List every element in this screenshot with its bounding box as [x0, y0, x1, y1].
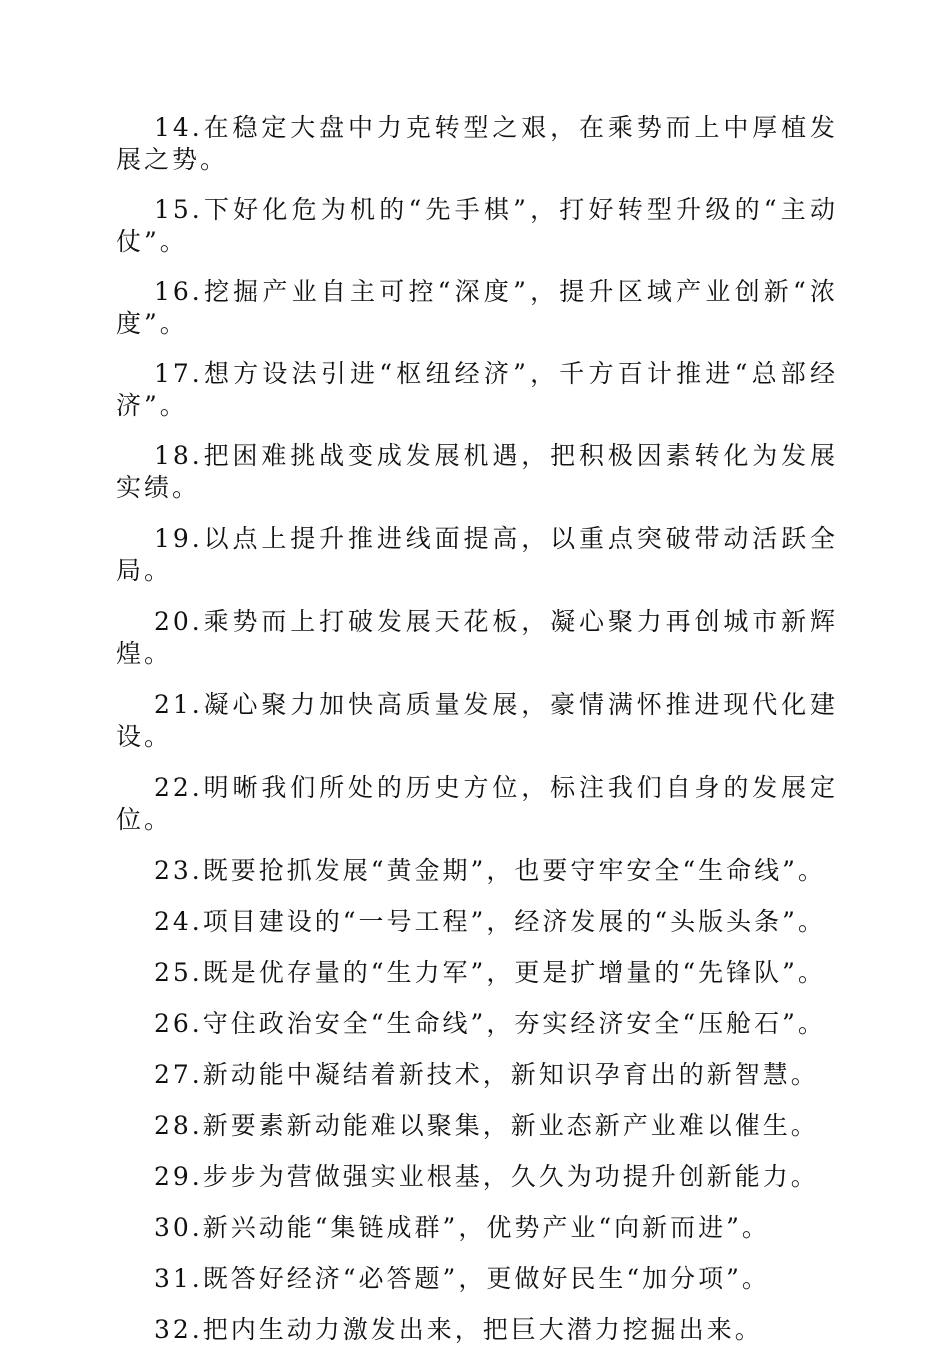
list-item: 15.下好化危为机的“先手棋”，打好转型升级的“主动仗”。	[116, 195, 838, 256]
list-item: 31.既答好经济“必答题”，更做好民生“加分项”。	[154, 1264, 770, 1293]
list-item: 18.把困难挑战变成发展机遇，把积极因素转化为发展实绩。	[116, 441, 838, 502]
document-body	[116, 112, 838, 1365]
list-item: 16.挖掘产业自主可控“深度”，提升区域产业创新“浓度”。	[116, 277, 838, 338]
list-item: 23.既要抢抓发展“黄金期”，也要守牢安全“生命线”。	[154, 856, 826, 885]
list-item: 26.守住政治安全“生命线”，夯实经济安全“压舱石”。	[154, 1009, 826, 1038]
list-item: 17.想方设法引进“枢纽经济”，千方百计推进“总部经济”。	[116, 359, 838, 420]
list-item: 14.在稳定大盘中力克转型之艰，在乘势而上中厚植发展之势。	[116, 113, 838, 174]
list-item: 21.凝心聚力加快高质量发展，豪情满怀推进现代化建设。	[116, 690, 838, 751]
list-item: 22.明晰我们所处的历史方位，标注我们自身的发展定位。	[116, 773, 838, 834]
list-item: 30.新兴动能“集链成群”，优势产业“向新而进”。	[154, 1213, 770, 1242]
list-item: 24.项目建设的“一号工程”，经济发展的“头版头条”。	[154, 907, 826, 936]
list-item: 29.步步为营做强实业根基，久久为功提升创新能力。	[154, 1162, 819, 1191]
list-item: 32.把内生动力激发出来，把巨大潜力挖掘出来。	[154, 1315, 763, 1344]
list-item: 25.既是优存量的“生力军”，更是扩增量的“先锋队”。	[154, 958, 826, 987]
list-item: 28.新要素新动能难以聚集，新业态新产业难以催生。	[154, 1111, 819, 1140]
list-item: 27.新动能中凝结着新技术，新知识孕育出的新智慧。	[154, 1060, 819, 1089]
list-item: 19.以点上提升推进线面提高，以重点突破带动活跃全局。	[116, 524, 838, 585]
list-item: 20.乘势而上打破发展天花板，凝心聚力再创城市新辉煌。	[116, 607, 838, 668]
